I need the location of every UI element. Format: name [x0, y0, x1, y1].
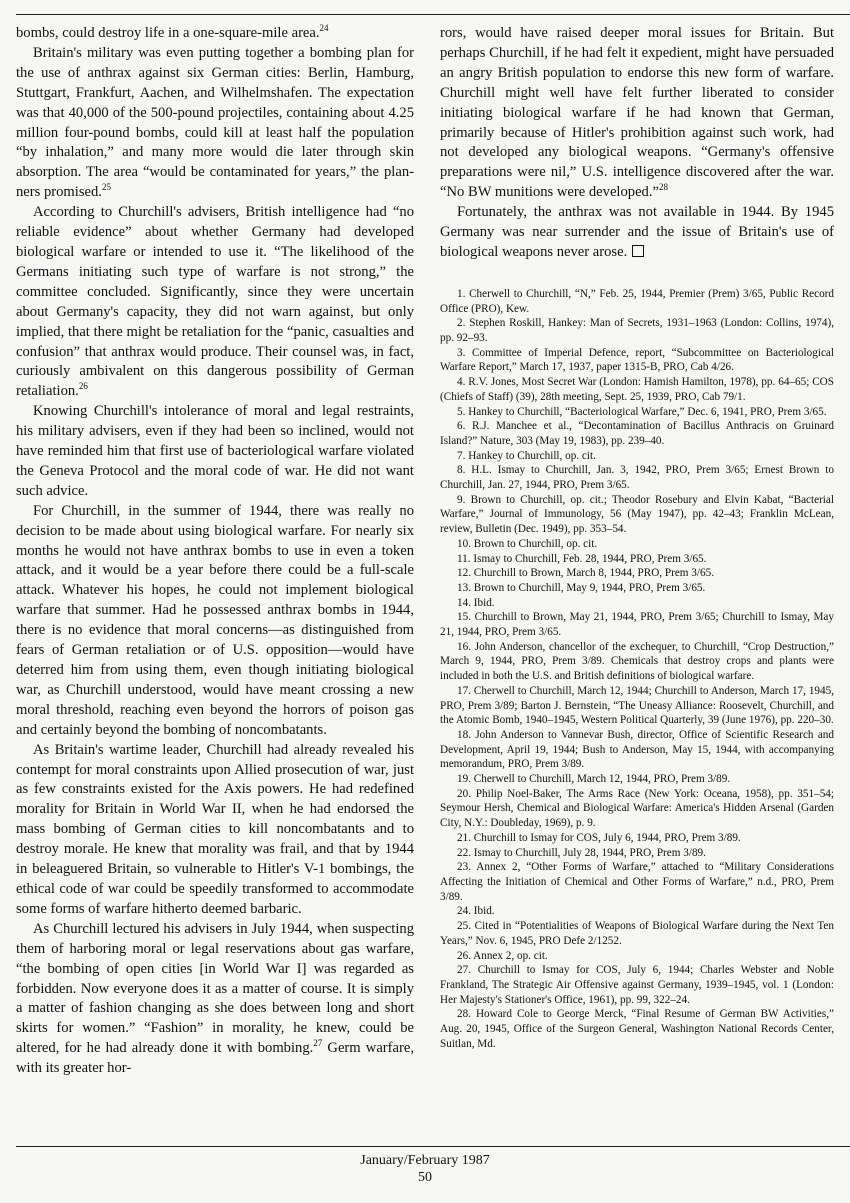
footnote: 13. Brown to Churchill, May 9, 1944, PRO, Prem 3/65. — [457, 581, 706, 594]
left-paragraph: For Churchill, in the summer of 1944, there was really no decision to be made about using biological warfare. For nearly six months he would not have anthrax bombs to use in even a token attack, and it would be a year before there could be a full-scale attack. Whatever his hopes, he could not implement biological warfare that summer. Had he possessed anthrax bombs in 1944, there is no evidence that moral concerns—as distinguished from fears of German retaliation or of U.S. opposition—would have deterred him from using them, even though initiating biological war, as Churchill understood, would have meant crossing a new moral threshold, reaching even beyond the horrors of poison gas and certainly beyond the bombing of noncombatants. — [16, 502, 414, 738]
footnote: 14. Ibid. — [457, 596, 495, 609]
footnote: 21. Churchill to Ismay for COS, July 6, 1944, PRO, Prem 3/89. — [457, 831, 741, 844]
end-of-article-square-icon — [632, 245, 644, 257]
left-paragraph: Britain's military was even putting together a bombing plan for the use of anthrax against six German cities: Berlin, Hamburg, Stuttgart, Frankfurt, Aachen, and Wilhelmshafen. The expectation was that 40,000 of the 500-pound projectiles, containing about 4.25 million four-pound bombs, could kill at least half the population “by inhalation,” and many more would die later through skin absorption. The area “would be contaminated for years,” the planners promised.$^{25}$ — [16, 44, 414, 201]
footnote: 28. Howard Cole to George Merck, “Final Resume of German BW Activities,” Aug. 20, 1945, Office of the Surgeon General, Washington National Records Center, Suitlan, Md. — [440, 1008, 834, 1050]
footnote: 12. Churchill to Brown, March 8, 1944, PRO, Prem 3/65. — [457, 567, 714, 580]
footnote: 22. Ismay to Churchill, July 28, 1944, PRO, Prem 3/89. — [457, 846, 706, 859]
footnote: 1. Cherwell to Churchill, “N,” Feb. 25, 1944, Premier (Prem) 3/65, Public Record Office (PRO), Kew. — [440, 287, 834, 315]
footnote: 20. Philip Noel-Baker, The Arms Race (New York: Oceana, 1958), pp. 351–54; Seymour Hersh, Chemical and Biological Warfare: America's Hidden Arsenal (Garden City, N.Y.: Doubleday, 1969), p. 9. — [440, 787, 834, 830]
footnote-marker: 26 — [78, 381, 88, 392]
page-number: 50 — [418, 1170, 432, 1185]
right-paragraph: Fortunately, the anthrax was not available in 1944. By 1945 Germany was near surrender and the issue of Britain's use of biological weapons never arose. — [440, 204, 834, 260]
footnote: 2. Stephen Roskill, Hankey: Man of Secrets, 1931–1963 (London: Collins, 1974), pp. 92–93. — [440, 317, 834, 344]
footnote: 5. Hankey to Churchill, “Bacteriological Warfare,” Dec. 6, 1941, PRO, Prem 3/65. — [457, 405, 827, 418]
footnote: 15. Churchill to Brown, May 21, 1944, PRO, Prem 3/65; Churchill to Ismay, May 21, 1944, PRO, Prem 3/65. — [440, 611, 834, 639]
footnote-marker: 27 — [313, 1038, 323, 1049]
footnote: 27. Churchill to Ismay for COS, July 6, 1944; Charles Webster and Noble Frankland, The Strategic Air Offensive against Germany, 1939–1945, vol. 1 (London: Her Majesty's Stationer's Office, 1961), pp. 99, 322–24. — [440, 964, 834, 1006]
left-paragraph: As Britain's wartime leader, Churchill had already revealed his contempt for moral constraints upon Allied prosecution of war, just as few constraints existed for the Axis powers. He had redefined morality for Britain in World War II, when he had endorsed the mass bombing of German cities to kill noncombatants and to destroy morale. He knew that morality was frail, and that by 1944 in beleaguered Britain, so vulnerable to Hitler's V-1 bombings, the ethical code of war could be speedily transformed to accommodate some forms of warfare hitherto deemed barbaric. — [16, 741, 414, 917]
footnote: 6. R.J. Manchee et al., “Decontamination of Bacillus Anthracis on Gruinard Island?” Nature, 303 (May 19, 1983), pp. 239–40. — [440, 420, 834, 447]
footnote: 25. Cited in “Potentialities of Weapons of Biological Warfare during the Next Ten Years,” Nov. 6, 1945, PRO Defe 2/1252. — [440, 920, 834, 947]
footnote: 18. John Anderson to Vannevar Bush, director, Office of Scientific Research and Development, April 19, 1944; Bush to Anderson, May 15, 1944, with accompanying memorandum, PRO, Prem 3/89. — [440, 728, 834, 771]
right-body — [440, 24, 834, 263]
footnote: 23. Annex 2, “Other Forms of Warfare,” attached to “Military Considerations Affecting the Initiation of Chemical and Other Forms of Warfare,” n.d., PRO, Prem 3/89. — [440, 861, 834, 903]
footnote: 9. Brown to Churchill, op. cit.; Theodor Rosebury and Elvin Kabat, “Bacterial Warfare,” Journal of Immunology, 56 (May 1947), pp. 42–43; Franklin McLean, review, Bulletin (Dec. 1949), pp. 353–54. — [440, 493, 834, 536]
top-rule — [16, 14, 850, 15]
footnote: 10. Brown to Churchill, op. cit. — [457, 537, 598, 550]
footnote: 19. Cherwell to Churchill, March 12, 1944, PRO, Prem 3/89. — [457, 773, 731, 786]
footnote: 8. H.L. Ismay to Churchill, Jan. 3, 1942, PRO, Prem 3/65; Ernest Brown to Churchill, Jan. 27, 1944, PRO, Prem 3/65. — [440, 464, 834, 492]
right-paragraph: rors, would have raised deeper moral issues for Britain. But perhaps Churchill, if he had felt it expedient, might have persuaded an angry British population to endorse this new form of warfare. Churchill might well have felt further liberated to consider initiating biological warfare if he had known that German, primarily because of Hitler's prohibition against such work, had not developed any biological weapons. “Germany's offensive preparations were nil,” U.S. intelligence discovered after the war. “No BW munitions were developed.”$^{28}$ — [440, 25, 834, 201]
footnotes-list — [440, 287, 834, 1052]
footnote: 3. Committee of Imperial Defence, report, “Subcommittee on Bacteriological Warfare Report,” March 17, 1937, paper 1315-B, PRO, Cab 4/26. — [440, 346, 834, 374]
left-paragraph: According to Churchill's advisers, British intelligence had “no reliable evidence” about whether Germany had developed biological warfare or intended to use it. “The likelihood of the Germans initiating such type of warfare is not strong,” the committee concluded. Significantly, since they were uncertain about Germany's capacity, they did not warn against, but only implied, that there might be retaliation for the “panic, casualties and confusion” that anthrax would produce. Their counsel was, in fact, curiously ambivalent on this dangerous possibility of German retaliation.$^{26}$ — [16, 204, 414, 400]
footnote: 4. R.V. Jones, Most Secret War (London: Hamish Hamilton, 1978), pp. 64–65; COS (Chiefs of Staff) (39), 28th meeting, Sept. 25, 1939, PRO, Cab 79/1. — [440, 376, 834, 403]
bottom-rule — [16, 1146, 850, 1147]
footnote-marker: 25 — [101, 182, 111, 193]
right-column — [440, 24, 834, 1051]
left-paragraph: As Churchill lectured his advisers in July 1944, when suspecting them of harboring moral or legal reservations about gas warfare, “the bombing of open cities [in World War I] was regarded as forbidden. Now everyone does it as a matter of course. It is simply a matter of fashion changing as she does between long and short skirts for women.” “Fashion” in morality, he knew, could be altered, for he had already done it with bombing.$^{27}$ Germ warfare, with its greater hor- — [16, 920, 414, 1077]
left-paragraph: Knowing Churchill's intolerance of moral and legal restraints, his military advisers, even if they had been so inclined, would not have reminded him that first use of bacteriological warfare violated the Geneva Protocol and the moral code of war. He did not want such advice. — [16, 403, 414, 499]
footnote: 7. Hankey to Churchill, op. cit. — [457, 449, 596, 462]
footnote-marker: 28 — [659, 182, 668, 193]
issue-date: January/February 1987 — [360, 1153, 490, 1168]
footnote-marker: 24 — [319, 23, 329, 34]
footnote: 26. Annex 2, op. cit. — [457, 949, 548, 962]
left-column — [16, 24, 414, 1079]
footnote: 16. John Anderson, chancellor of the exchequer, to Churchill, “Crop Destruction,” March 9, 1944, PRO, Prem 3/89. Chemicals that destroy crops and plants were included in both the U.S. and British definitions of biological warfare. — [440, 640, 834, 683]
footnote: 11. Ismay to Churchill, Feb. 28, 1944, PRO, Prem 3/65. — [457, 552, 707, 565]
left-paragraph: bombs, could destroy life in a one-square-mile area.$^{24}$ — [16, 23, 329, 41]
footnote: 24. Ibid. — [457, 905, 495, 918]
page-footer — [0, 1152, 850, 1186]
footnote: 17. Cherwell to Churchill, March 12, 1944; Churchill to Anderson, March 17, 1945, PRO, Prem 3/89; Barton J. Bernstein, “The Uneasy Alliance: Roosevelt, Churchill, and the Atomic Bomb, 1940–1945, Western Political Quarterly, 39 (June 1976), pp. 220–30. — [440, 684, 834, 727]
